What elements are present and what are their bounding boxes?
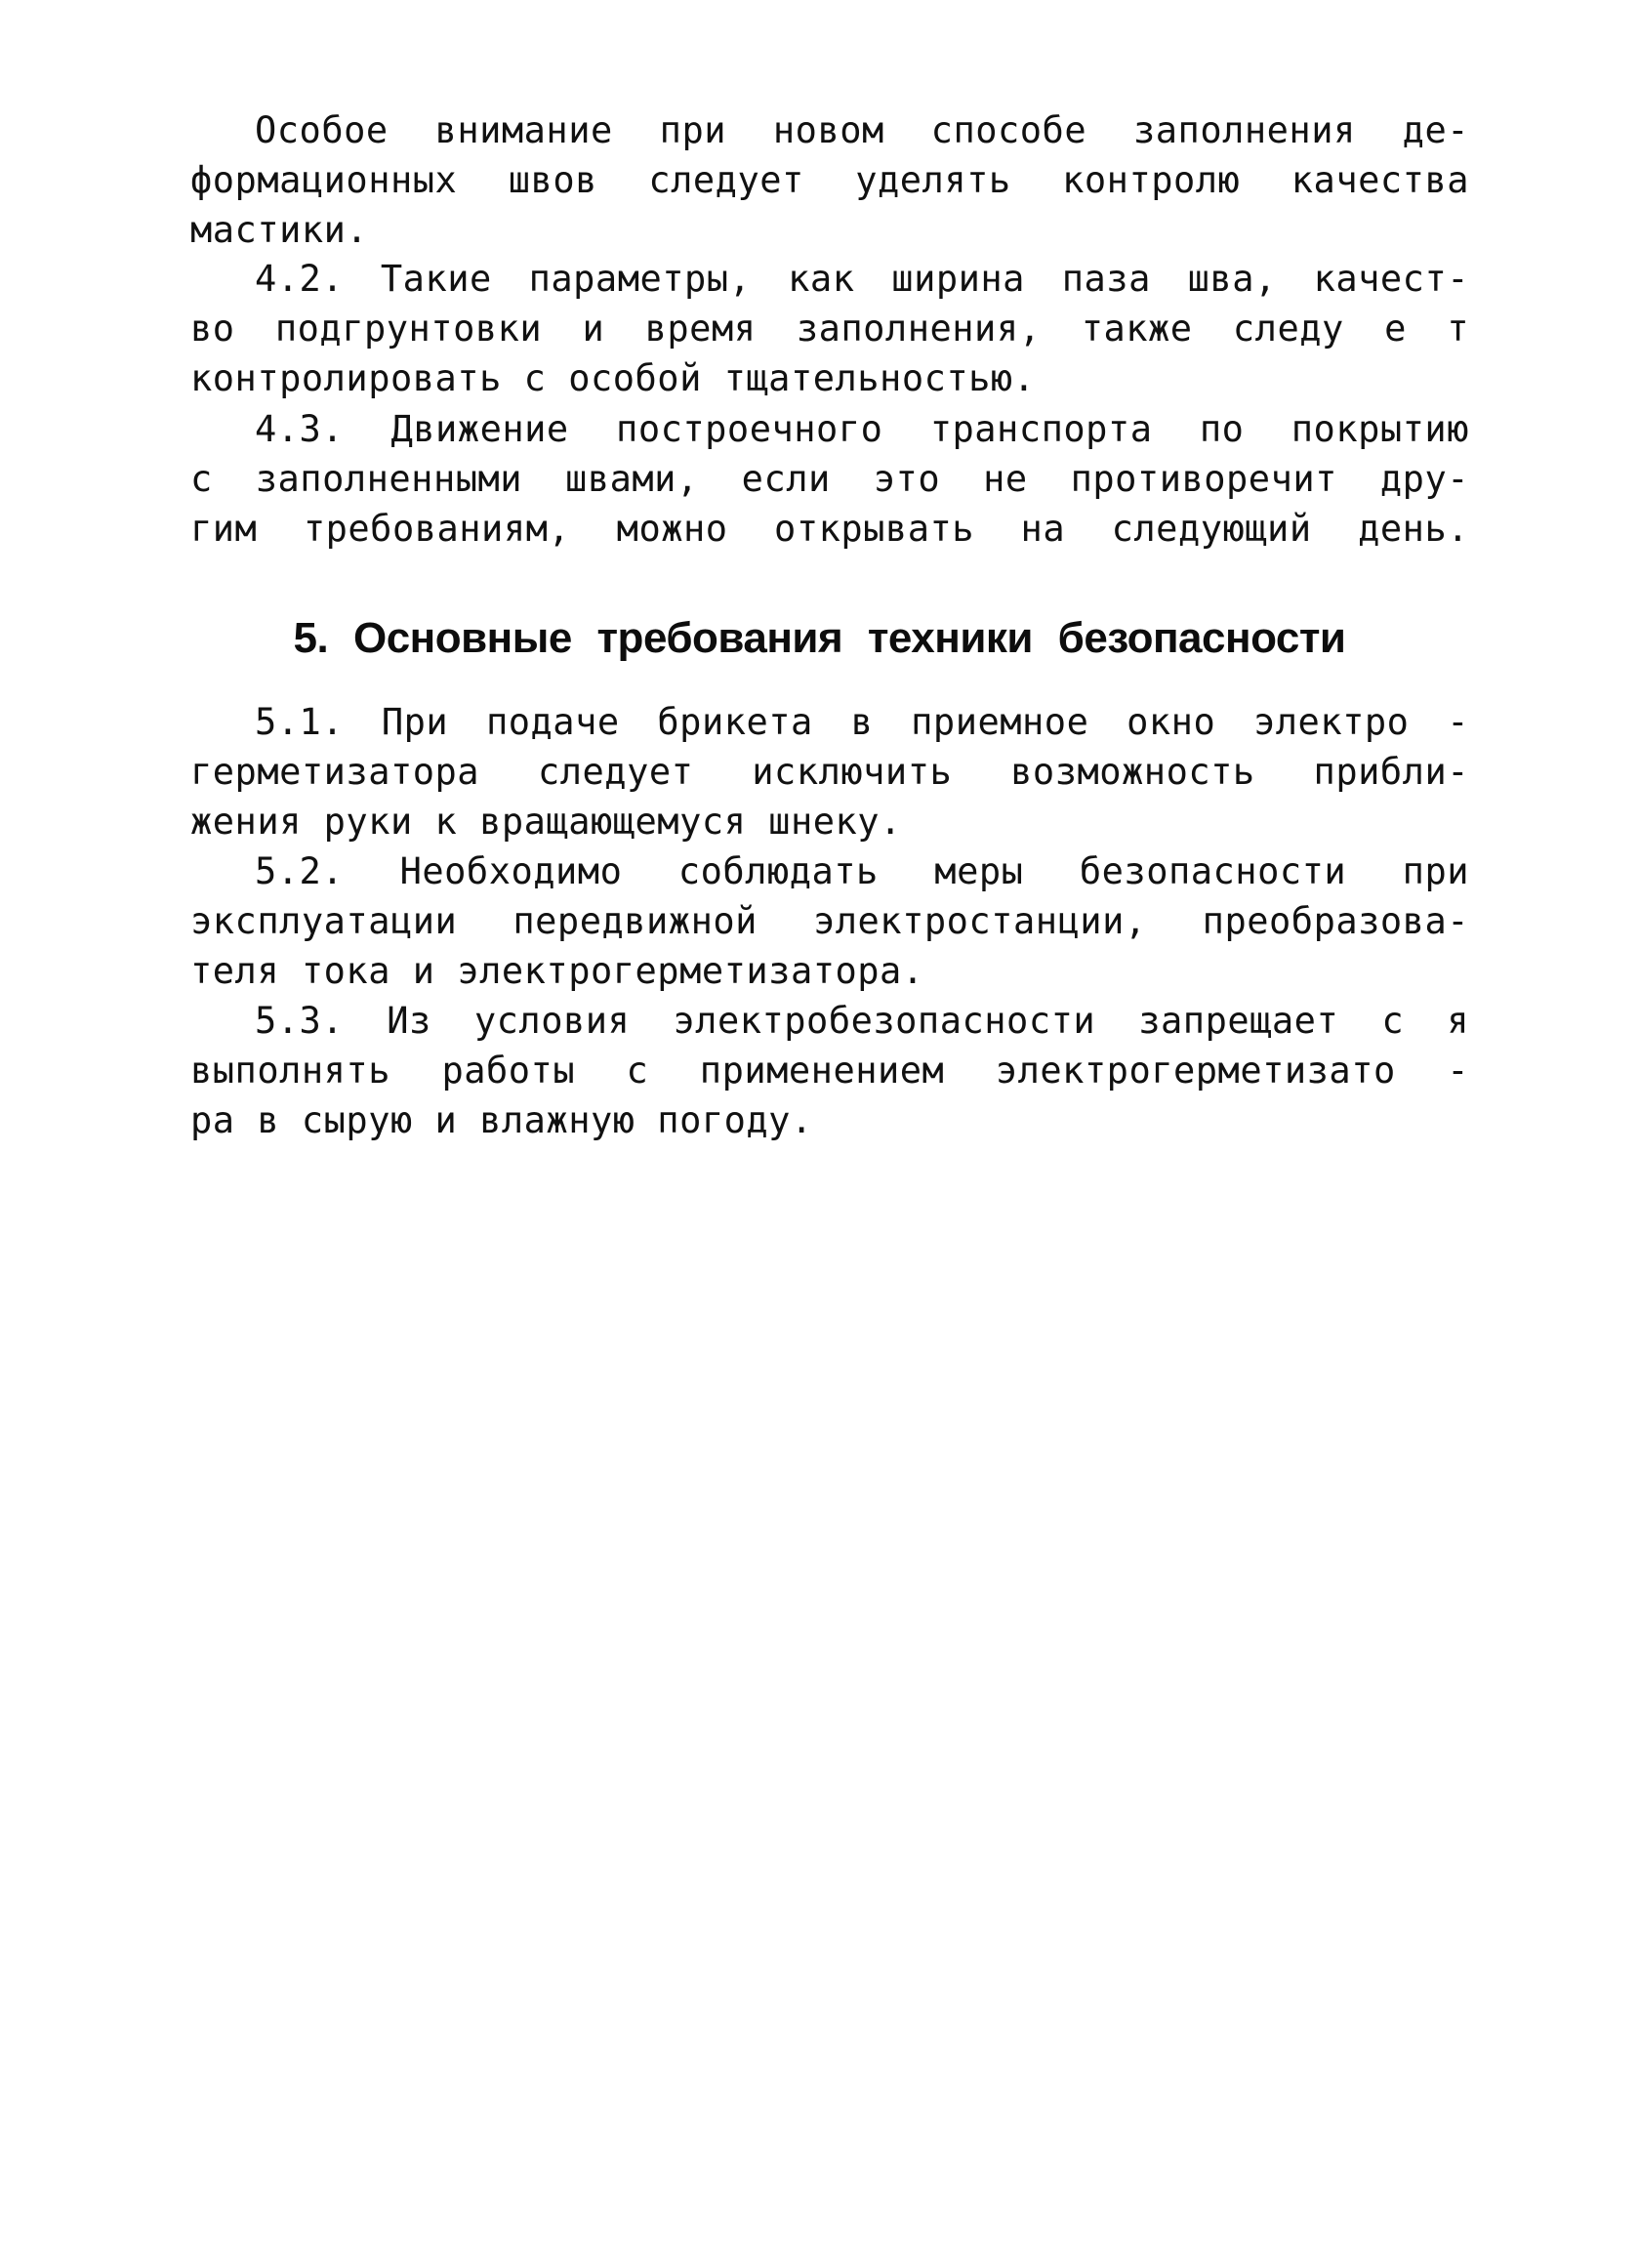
paragraph-4-3 — [190, 404, 1469, 554]
text-line: герметизатора следует исключить возможность прибли- — [190, 751, 1469, 793]
text-line: Особое внимание при новом способе заполнения де- — [255, 109, 1469, 151]
paragraph-5-2 — [190, 846, 1469, 996]
text-line: теля тока и электрогерметизатора. — [190, 950, 924, 992]
text-line: выполнять работы с применением электрогерметизато - — [190, 1050, 1469, 1092]
text-line: во подгрунтовки и время заполнения, также следу е т — [190, 308, 1469, 350]
text-line: 4.3. Движение построечного транспорта по покрытию — [255, 408, 1469, 450]
text-line: 5.1. При подаче брикета в приемное окно электро - — [255, 701, 1469, 743]
text-line: мастики. — [190, 209, 369, 251]
text-line: формационных швов следует уделять контролю качества — [190, 159, 1469, 201]
paragraph-4-2 — [190, 254, 1469, 403]
text-line: гим требованиям, можно открывать на следующий день. — [190, 508, 1469, 550]
section-heading: 5. Основные требования техники безопасности — [293, 614, 1346, 662]
paragraph-5-1 — [190, 697, 1469, 846]
text-line: контролировать с особой тщательностью. — [190, 357, 1036, 399]
text-line: ра в сырую и влажную погоду. — [190, 1099, 813, 1141]
text-line: эксплуатации передвижной электростанции, преобразова- — [190, 900, 1469, 942]
paragraph-intro — [190, 105, 1469, 255]
text-line: с заполненными швами, если это не противоречит дру- — [190, 458, 1469, 500]
text-line: 5.3. Из условия электробезопасности запрещает с я — [255, 1000, 1469, 1042]
text-line: 5.2. Необходимо соблюдать меры безопасности при — [255, 850, 1469, 892]
text-line: жения руки к вращающемуся шнеку. — [190, 801, 902, 843]
text-line: 4.2. Такие параметры, как ширина паза шва, качест- — [255, 258, 1469, 300]
paragraph-5-3 — [190, 996, 1469, 1145]
